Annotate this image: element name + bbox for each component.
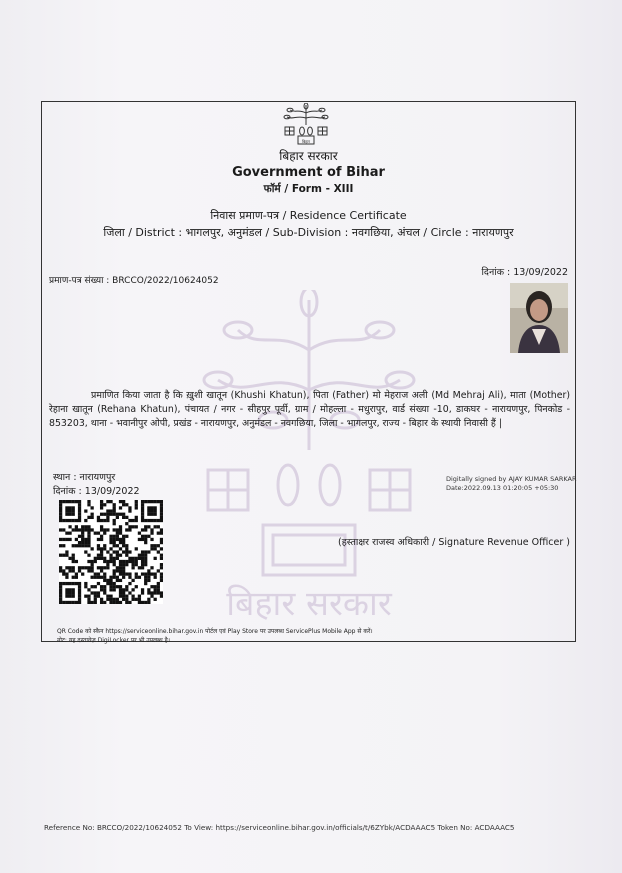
certificate-body-text: प्रमाणित किया जाता है कि ख़ुशी खातून (Khushi Khatun), पिता (Father) मो मेहराज अली (Md Mehraj Ali), माता (Mother) रेहाना खातून (Rehana Khatun), पंचायत / नगर - सीहपुर पूर्वी, ग्राम / मोहल्ला - मधुरापुर, वार्ड संख्या -10, डाकघर - नारायणपुर, पिनकोड - 853203, थाना - भवानीपुर ओपी, प्रखंड - नारायणपुर, अनुमंडल - नवगछिया, जिला - भागलपुर, राज्य - बिहार के स्थायी निवासी हैं | xyxy=(49,390,570,429)
bihar-emblem-logo xyxy=(281,103,331,145)
signatory-line: (हस्ताक्षर राजस्व अधिकारी / Signature Revenue Officer ) xyxy=(338,537,570,548)
qr-note-line1: QR Code को स्कैन https://serviceonline.bihar.gov.in पोर्टल एवं Play Store पर उपलब्ध ServicePlus Mobile App से करें। xyxy=(57,628,373,635)
person-photo-icon xyxy=(510,283,568,353)
qr-note-line2: नोट: यह दस्तावेज़ DigiLocker पर भी उपलब्ध है। xyxy=(57,637,171,644)
header-government-title: Government of Bihar xyxy=(232,165,385,180)
bihar-emblem-watermark xyxy=(198,290,420,630)
applicant-photo xyxy=(510,283,568,353)
certificate-number: प्रमाण-पत्र संख्या : BRCCO/2022/10624052 xyxy=(49,276,219,286)
certificate-title: निवास प्रमाण-पत्र / Residence Certificate xyxy=(210,209,407,222)
district-line: जिला / District : भागलपुर, अनुमंडल / Sub-Division : नवगछिया, अंचल / Circle : नारायणपुर xyxy=(103,226,514,239)
digital-signature-name: Digitally signed by AJAY KUMAR SARKAR xyxy=(446,475,577,483)
qr-code[interactable] xyxy=(59,500,163,604)
digital-signature-date: Date:2022.09.13 01:20:05 +05:30 xyxy=(446,484,559,492)
issue-date: दिनांक : 13/09/2022 xyxy=(481,267,568,278)
signing-date: दिनांक : 13/09/2022 xyxy=(53,486,140,497)
header-form-number: फॉर्म / Form - XIII xyxy=(263,183,354,195)
emblem-text: बिहार xyxy=(301,139,311,144)
reference-footer: Reference No: BRCCO/2022/10624052 To View: https://serviceonline.bihar.gov.in/officials/t/6ZYbk/ACDAAAC5 Token No: ACDAAAC5 xyxy=(44,823,515,832)
header-hindi-title: बिहार सरकार xyxy=(279,149,338,163)
qr-note xyxy=(57,627,373,645)
signing-place: स्थान : नारायणपुर xyxy=(53,472,116,483)
watermark-text: बिहार सरकार xyxy=(226,584,392,624)
digital-signature-block xyxy=(446,475,577,493)
